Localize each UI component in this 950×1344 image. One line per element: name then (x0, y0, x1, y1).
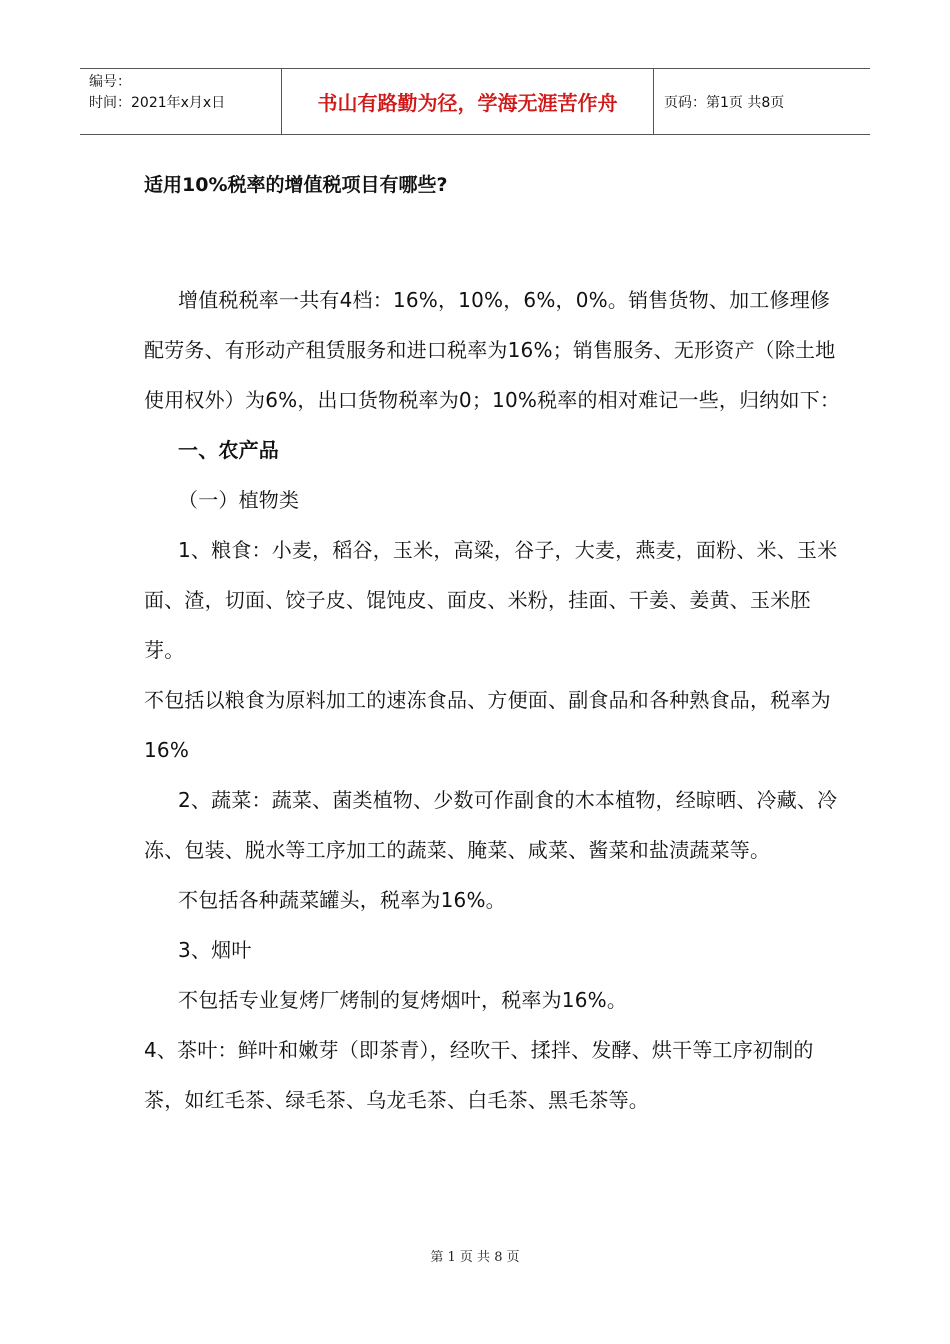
page-header (80, 68, 870, 135)
paragraph-tobacco: 3、烟叶 (178, 938, 252, 962)
document-date: 时间：2021年x月x日 (89, 95, 226, 111)
section-heading-agricultural: 一、农产品 (178, 438, 279, 462)
document-body (144, 275, 844, 1125)
paragraph-tobacco-exclusion: 不包括专业复烤厂烤制的复烤烟叶，税率为16%。 (178, 988, 628, 1012)
paragraph-intro: 增值税税率一共有4档：16%，10%，6%，0%。销售货物、加工修理修配劳务、有形动产租赁服务和进口税率为16%；销售服务、无形资产（除土地使用权外）为6%，出口货物税率为0；10%税率的相对难记一些，归纳如下： (144, 288, 841, 412)
paragraph-tea: 4、茶叶：鲜叶和嫩芽（即茶青），经吹干、揉拌、发酵、烘干等工序初制的茶，如红毛茶、绿毛茶、乌龙毛茶、白毛茶、黑毛茶等。 (144, 1038, 814, 1112)
paragraph-grain: 1、粮食：小麦，稻谷，玉米，高粱，谷子，大麦，燕麦，面粉、米、玉米面、渣，切面、饺子皮、馄饨皮、面皮、米粉，挂面、干姜、姜黄、玉米胚芽。 (144, 538, 838, 662)
header-meta-cell (80, 69, 282, 134)
subsection-heading-plants: （一）植物类 (178, 488, 300, 512)
document-number-label: 编号： (89, 74, 131, 90)
page-footer: 第 1 页 共 8 页 (430, 1250, 520, 1265)
paragraph-grain-exclusion: 不包括以粮食为原料加工的速冻食品、方便面、副食品和各种熟食品，税率为16% (144, 688, 831, 762)
header-page-number: 页码：第1页 共8页 (664, 94, 785, 111)
header-motto: 书山有路勤为径，学海无涯苦作舟 (282, 69, 654, 134)
paragraph-vegetables: 2、蔬菜：蔬菜、菌类植物、少数可作副食的木本植物，经晾晒、冷藏、冷冻、包装、脱水等工序加工的蔬菜、腌菜、咸菜、酱菜和盐渍蔬菜等。 (144, 788, 838, 862)
document-title: 适用10%税率的增值税项目有哪些? (144, 174, 448, 196)
paragraph-vegetables-exclusion: 不包括各种蔬菜罐头，税率为16%。 (178, 888, 506, 912)
